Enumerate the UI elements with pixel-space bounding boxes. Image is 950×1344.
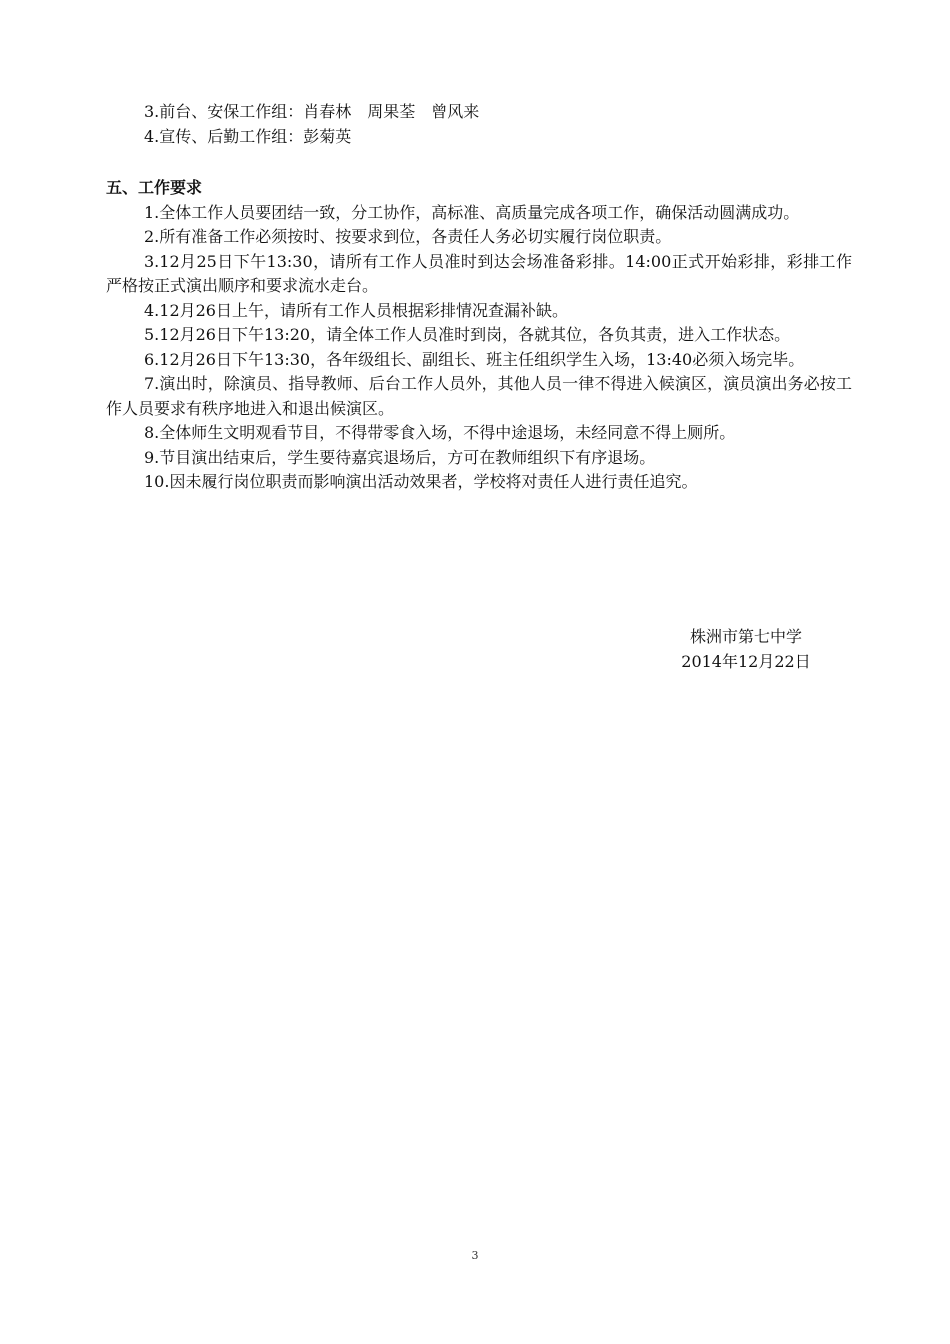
requirement-item: 1.全体工作人员要团结一致，分工协作，高标准、高质量完成各项工作，确保活动圆满成功。 [144, 202, 800, 222]
staff-group-line: 4.宣传、后勤工作组：彭菊英 [144, 126, 352, 146]
requirement-item: 4.12月26日上午，请所有工作人员根据彩排情况查漏补缺。 [144, 300, 568, 320]
requirement-item: 8.全体师生文明观看节目，不得带零食入场，不得中途退场，未经同意不得上厕所。 [144, 423, 736, 442]
requirement-item: 7.演出时，除演员、指导教师、后台工作人员外，其他人员一律不得进入候演区，演员演出务必按工作人员要求有秩序地进入和退出候演区。 [106, 374, 852, 418]
requirement-item: 10.因未履行岗位职责而影响演出活动效果者，学校将对责任人进行责任追究。 [144, 472, 698, 491]
page-number: 3 [471, 1249, 479, 1262]
requirement-item: 6.12月26日下午13:30，各年级组长、副组长、班主任组织学生入场，13:40必须入场完毕。 [144, 349, 805, 369]
requirement-item: 9.节目演出结束后，学生要待嘉宾退场后，方可在教师组织下有序退场。 [144, 447, 656, 467]
staff-group-line: 3.前台、安保工作组：肖春林 周果荃 曾风来 [144, 102, 480, 121]
requirement-item: 3.12月25日下午13:30，请所有工作人员准时到达会场准备彩排。14:00正式开始彩排，彩排工作严格按正式演出顺序和要求流水走台。 [106, 251, 852, 295]
document-body [106, 100, 852, 495]
requirement-item: 2.所有准备工作必须按时、按要求到位，各责任人务必切实履行岗位职责。 [144, 227, 672, 246]
signature-organization: 株洲市第七中学 [689, 627, 802, 646]
signature-date: 2014年12月22日 [681, 652, 811, 671]
section-heading: 五、工作要求 [106, 178, 203, 197]
signature-block [666, 624, 826, 674]
requirement-item: 5.12月26日下午13:20，请全体工作人员准时到岗，各就其位，各负其责，进入工作状态。 [144, 325, 791, 344]
